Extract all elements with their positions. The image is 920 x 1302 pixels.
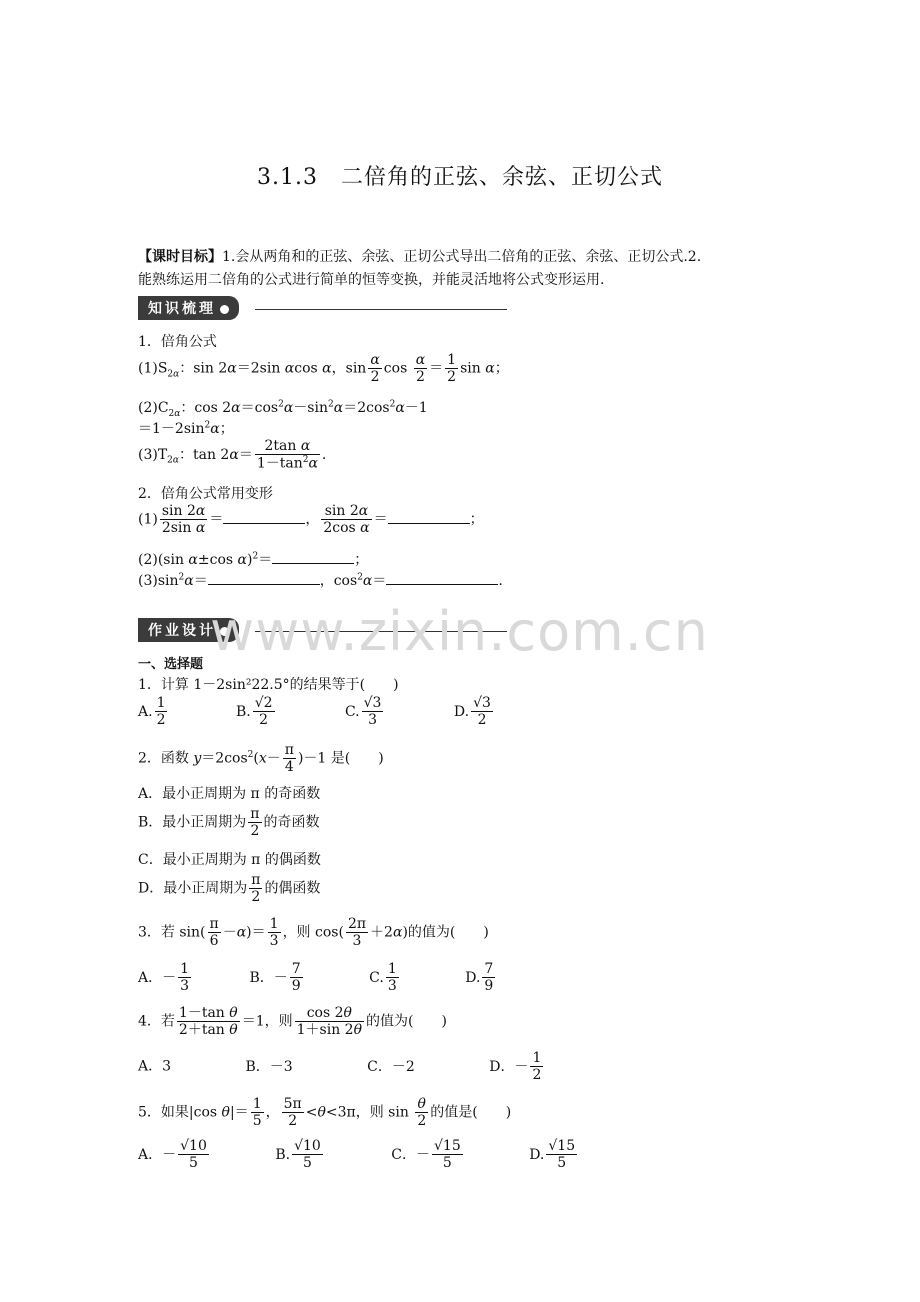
formula-s2a: $(1)S_{2\alpha}$：sin 2α＝2sin αcos α，sin $\frac{\alpha}{2}$ cos $\frac{\alpha}{2}$ ＝ $\frac{1}{2}$ sin α； xyxy=(138,352,509,386)
question-4: 4．若 $\frac{\text{1－tan θ}}{\text{2＋tan θ}}$ ＝1，则 $\frac{\cos 2\theta}{1+\sin 2\theta}$ 的值为( ) xyxy=(138,1005,447,1039)
question-2-option-d: D．最小正周期为 $\frac{\pi}{2}$ 的偶函数 xyxy=(138,872,321,906)
variant-1: (1) $\frac{\sin 2\alpha}{\text{2sin α}}$ ＝ ， $\frac{\sin 2\alpha}{\text{2cos α}}$ ＝ ； xyxy=(138,503,484,537)
formula-c2a-cont: $=1-2\sin^2\alpha$； xyxy=(138,420,234,437)
watermark: www.zixin.com.cn xyxy=(210,600,709,663)
section-homework-header: 作业设计 xyxy=(138,618,239,642)
objective-label: 【课时目标】 xyxy=(138,249,222,265)
formula-c2a: $(2)C_{2\alpha}$：$\cos 2\alpha=\cos^2\alpha-\sin^2\alpha=2\cos^2\alpha-1$ xyxy=(138,399,428,419)
question-3: 3．若 sin( $\frac{\pi}{6}$ －α)＝ $\frac{1}{3}$ ，则 cos( $\frac{2\pi}{3}$ ＋2α)的值为( ) xyxy=(138,916,489,950)
question-1-options: A. $\frac{1}{2}$ B. $\frac{√2}{2}$ C. $\frac{√3}{3}$ D. $\frac{√3}{2}$ xyxy=(138,695,491,729)
question-4-options: A．3 B．－3 C．－2 D．－ $\frac{1}{2}$ xyxy=(138,1050,542,1084)
question-3-options: A．－ $\frac{1}{3}$ B．－ $\frac{7}{9}$ C. $\frac{1}{3}$ D. $\frac{7}{9}$ xyxy=(138,961,494,995)
question-5-options: A．－ $\frac{√10}{5}$ B. $\frac{√10}{5}$ C．－ $\frac{√15}{5}$ D. $\frac{√15}{5}$ xyxy=(138,1138,576,1172)
variant-2: (2)(sin α±cos α)$^2$＝ ； xyxy=(138,551,369,568)
choice-heading: 一、选择题 xyxy=(138,657,204,672)
question-5: 5．如果|cos θ|＝ $\frac{1}{5}$ ， $\frac{5\pi}{2}$ <θ<3π，则 sin $\frac{\theta}{2}$ 的值是( ) xyxy=(138,1096,512,1130)
question-2-option-c: C．最小正周期为 π 的偶函数 xyxy=(138,852,321,868)
objective-line1: 【课时目标】1.会从两角和的正弦、余弦、正切公式导出二倍角的正弦、余弦、正切公式.2. xyxy=(138,249,702,265)
formula-t2a: $(3)T_{2\alpha}$：tan 2α＝ $\frac{\text{2tan α}}{1-\tan^2\alpha}$ . xyxy=(138,438,327,472)
objective-line2: 能熟练运用二倍角的公式进行简单的恒等变换，并能灵活地将公式变形运用. xyxy=(138,272,605,288)
heading-double-angle: 1．倍角公式 xyxy=(138,334,217,350)
page-title: 3.1.3 二倍角的正弦、余弦、正切公式 xyxy=(257,165,663,190)
heading-variants: 2．倍角公式常用变形 xyxy=(138,486,273,502)
question-1: 1．计算 1－2sin²22.5°的结果等于( ) xyxy=(138,677,399,693)
question-2-option-b: B．最小正周期为 $\frac{\pi}{2}$ 的奇函数 xyxy=(138,806,320,840)
section-knowledge-header: 知识梳理 xyxy=(138,296,239,320)
variant-3: $(3)\sin^2\alpha=$ ，$\cos^2\alpha=$ . xyxy=(138,572,503,589)
divider xyxy=(255,309,507,310)
bullet-icon xyxy=(220,305,229,314)
question-2: 2．函数 $y=2\cos^2(x-$ $\frac{\pi}{4}$ )－1 是( ) xyxy=(138,742,384,776)
question-2-option-a: A．最小正周期为 π 的奇函数 xyxy=(138,786,321,802)
